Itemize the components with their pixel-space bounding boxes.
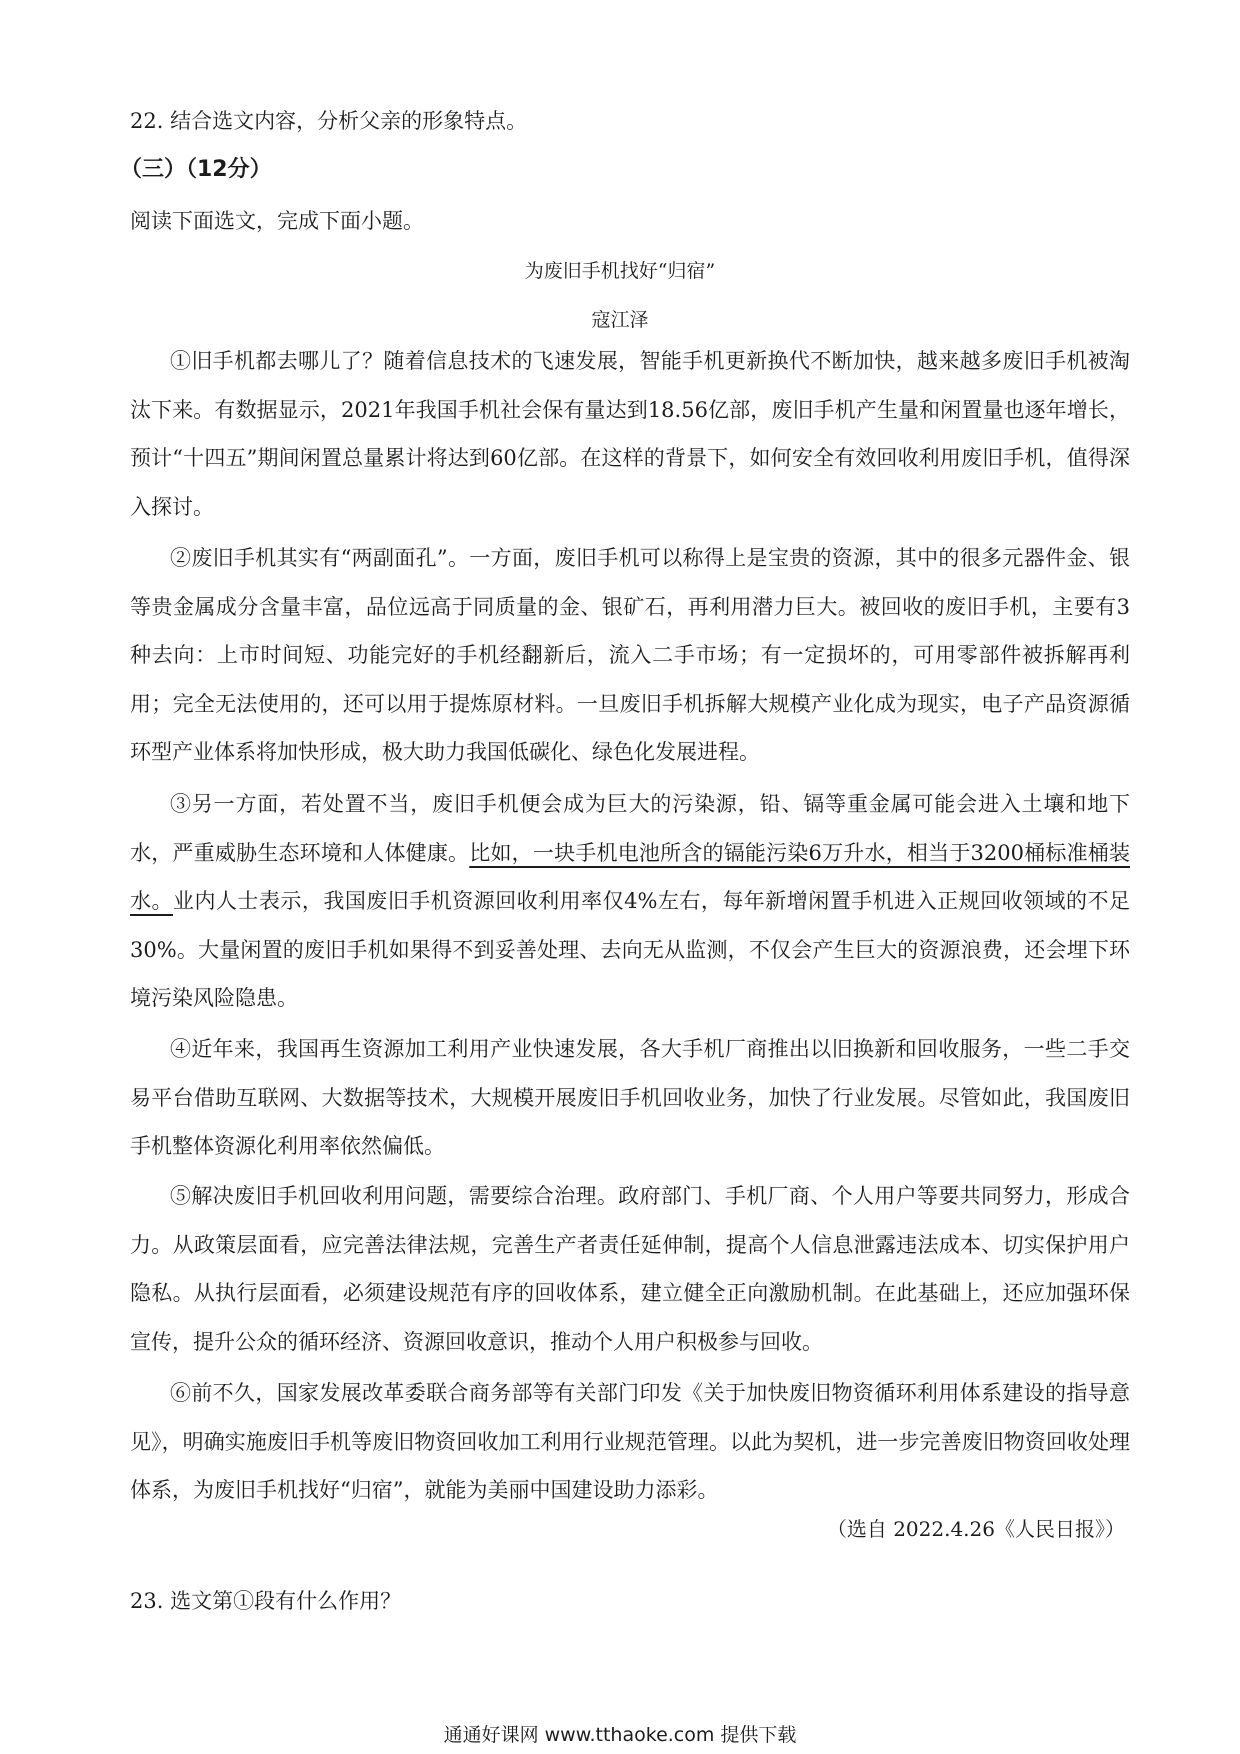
question-23: 23. 选文第①段有什么作用？ <box>130 1589 402 1613</box>
paragraph-3-text-a: ③另一方面，若处置不当，废旧手机便会成为巨大的污染源，铅、镉等重金属可能会进入土壤和地下水，严重威胁生态环境和人体健康。 <box>130 792 1130 865</box>
section-heading: （三）（12分） <box>120 157 272 182</box>
underlined-example-sentence: 比如，一块手机电池所含的镉能污染6万升水，相当于3200桶标准桶装水。 <box>130 840 1130 913</box>
paragraph-2: ②废旧手机其实有“两副面孔”。一方面，废旧手机可以称得上是宝贵的资源，其中的很多元器件金、银等贵金属成分含量丰富，品位远高于同质量的金、银矿石，再利用潜力巨大。被回收的废旧手机，主要有3种去向：上市时间短、功能完好的手机经翻新后，流入二手市场；有一定损坏的，可用零部件被拆解再利用；完全无法使用的，还可以用于提炼原材料。一旦废旧手机拆解大规模产业化成为现实，电子产品资源循环型产业体系将加快形成，极大助力我国低碳化、绿色化发展进程。 <box>130 546 1130 764</box>
paragraph-5: ⑤解决废旧手机回收利用问题，需要综合治理。政府部门、手机厂商、个人用户等要共同努力，形成合力。从政策层面看，应完善法律法规，完善生产者责任延伸制，提高个人信息泄露违法成本、切实保护用户隐私。从执行层面看，必须建设规范有序的回收体系，建立健全正向激励机制。在此基础上，还应加强环保宣传，提升公众的循环经济、资源回收意识，推动个人用户积极参与回收。 <box>130 1184 1130 1354</box>
paragraph-3-text-b: 业内人士表示，我国废旧手机资源回收利用率仅4%左右，每年新增闲置手机进入正规回收领域的不足30%。大量闲置的废旧手机如果得不到妥善处理、去向无从监测，不仅会产生巨大的资源浪费，还会埋下环境污染风险隐患。 <box>130 889 1131 1010</box>
footer-watermark: 通通好课网 www.tthaoke.com 提供下载 <box>443 1724 797 1746</box>
paragraph-3 <box>130 780 1130 1023</box>
article-source: （选自 2022.4.26《人民日报》） <box>826 1517 1125 1541</box>
question-22: 22. 结合选文内容，分析父亲的形象特点。 <box>130 109 528 133</box>
article-title: 为废旧手机找好“归宿” <box>524 260 716 282</box>
reading-instruction: 阅读下面选文，完成下面小题。 <box>130 209 424 233</box>
paragraph-6: ⑥前不久，国家发展改革委联合商务部等有关部门印发《关于加快废旧物资循环利用体系建设的指导意见》，明确实施废旧手机等废旧物资回收加工利用行业规范管理。以此为契机，进一步完善废旧物资回收处理体系，为废旧手机找好“归宿”，就能为美丽中国建设助力添彩。 <box>130 1381 1130 1502</box>
paragraph-4: ④近年来，我国再生资源加工利用产业快速发展，各大手机厂商推出以旧换新和回收服务，一些二手交易平台借助互联网、大数据等技术，大规模开展废旧手机回收业务，加快了行业发展。尽管如此，我国废旧手机整体资源化利用率依然偏低。 <box>130 1037 1130 1158</box>
paragraph-1: ①旧手机都去哪儿了？随着信息技术的飞速发展，智能手机更新换代不断加快，越来越多废旧手机被淘汰下来。有数据显示，2021年我国手机社会保有量达到18.56亿部，废旧手机产生量和闲置量也逐年增长，预计“十四五”期间闲置总量累计将达到60亿部。在这样的背景下，如何安全有效回收利用废旧手机，值得深入探讨。 <box>130 349 1130 519</box>
article-author: 寇江泽 <box>591 309 649 331</box>
